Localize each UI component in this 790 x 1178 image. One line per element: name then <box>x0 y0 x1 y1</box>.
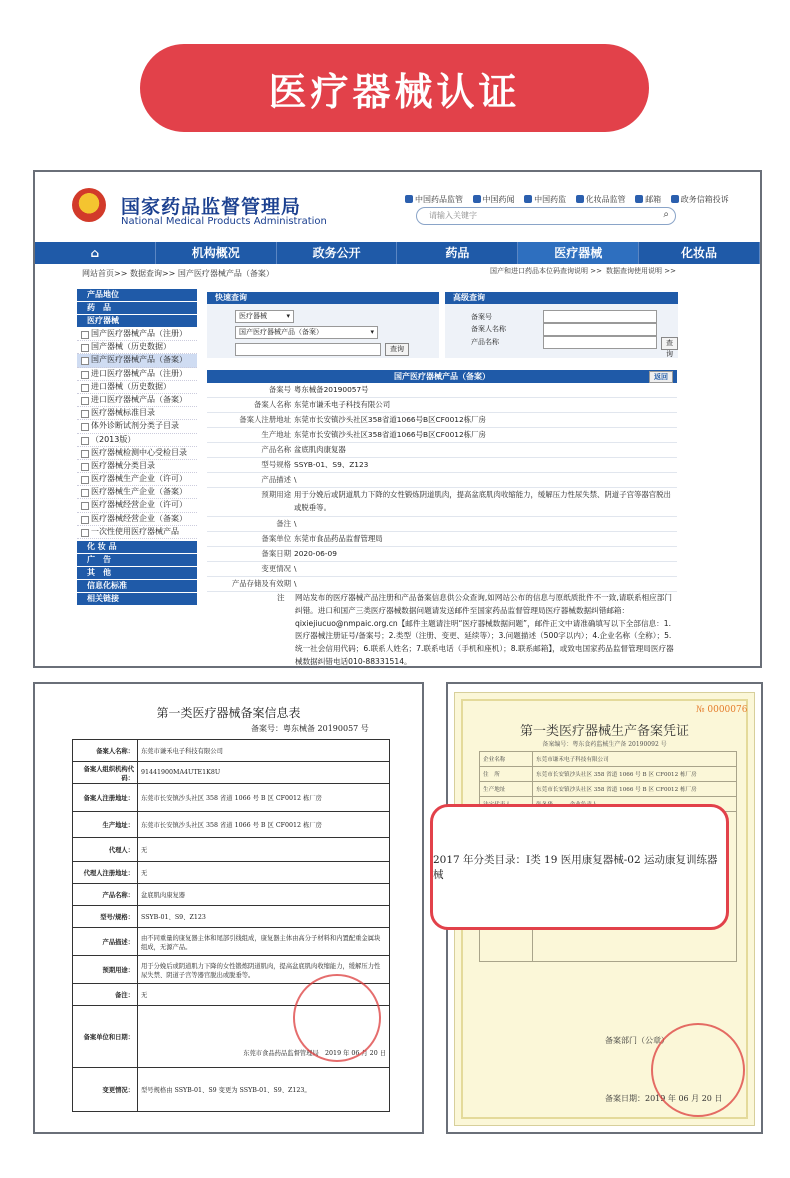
cell-value: 型号规格由 SSYB-01、S9 变更为 SSYB-01、S9、Z123。 <box>138 1068 390 1112</box>
sidebar-section[interactable]: 化 妆 品 <box>77 541 197 553</box>
row-value: \ <box>294 519 297 528</box>
cell-key: 变更情况： <box>73 1068 138 1112</box>
filing-info-sheet <box>33 682 424 1134</box>
detail-row <box>207 547 677 562</box>
national-emblem-icon <box>72 188 106 222</box>
top-links <box>405 194 736 205</box>
cell-value: 盆底肌肉康复器 <box>138 884 390 906</box>
database-select[interactable]: 国产医疗器械产品（备案） ▾ <box>235 326 378 339</box>
cell-value: 无 <box>138 862 390 884</box>
cell-key: 生产地址 <box>480 782 533 797</box>
keyword-input[interactable] <box>235 343 381 356</box>
record-number-input[interactable] <box>543 310 657 323</box>
cell-value: 由不同重量的康复器主体和尾部引线组成，康复器主体由高分子材料和内置配重金属块组成，无源产品。 <box>138 928 390 956</box>
row-value: 2020-06-09 <box>294 549 337 558</box>
main-nav <box>35 242 760 264</box>
detail-row <box>207 458 677 473</box>
filing-date: 备案日期：2019 年 06 月 20 日 <box>605 1094 723 1103</box>
row-key: 备案号 <box>268 385 291 394</box>
mobile-icon <box>524 195 532 203</box>
row-value: 东莞市长安镇沙头社区358省道1066号B区CF0012栋厂房 <box>294 430 486 439</box>
sidebar-item[interactable]: 体外诊断试剂分类子目录 <box>77 420 197 433</box>
row-value: \ <box>294 564 297 573</box>
toplink[interactable]: 邮箱 <box>635 195 661 204</box>
product-detail <box>207 370 677 666</box>
sidebar-section[interactable]: 相关链接 <box>77 593 197 605</box>
left-sidebar <box>77 289 197 606</box>
detail-title: 国产医疗器械产品（备案） <box>394 372 490 381</box>
toplink[interactable]: 政务信箱投诉 <box>671 195 729 204</box>
official-seal-icon <box>293 974 381 1062</box>
detail-header <box>207 370 677 383</box>
cell-value: 东莞市长安镇沙头社区 358 省道 1066 号 B 区 CF0012 栋厂房 <box>533 767 737 782</box>
row-key: 产品描述 <box>261 475 291 484</box>
sidebar-section[interactable]: 产品地位 <box>77 289 197 301</box>
back-button[interactable]: 返回 <box>649 371 673 383</box>
cell-value: 用于分娩后或阴道肌力下降的女性锻炼阴道肌肉，提高盆底肌肉收缩能力，缓解压力性尿失禁、阴道子宫等器官脱出或脱垂等。 <box>138 956 390 984</box>
nav-item[interactable]: 政务公开 <box>277 242 398 264</box>
advanced-search-button[interactable]: 查询 <box>661 337 678 350</box>
table-row <box>73 1068 390 1112</box>
mailbox-icon <box>671 195 679 203</box>
filing-department: 备案部门（公章） <box>605 1036 669 1045</box>
cell-key: 备案单位和日期： <box>73 1006 138 1068</box>
cell-key: 代理人： <box>73 838 138 862</box>
sidebar-item[interactable]: 进口医疗器械产品（备案） <box>77 394 197 407</box>
detail-row <box>207 398 677 413</box>
mobile-icon <box>576 195 584 203</box>
row-value: 东莞市长安镇沙头社区358省道1066号B区CF0012栋厂房 <box>294 415 486 424</box>
row-key: 产品存储及有效期 <box>231 579 291 588</box>
cell-key: 型号/规格： <box>73 906 138 928</box>
row-value: 东莞市谦禾电子科技有限公司 <box>294 400 391 409</box>
table-row <box>73 906 390 928</box>
note-body: 网站发布的医疗器械产品注册和产品备案信息供公众查询,如网站公布的信息与原纸质批件不一致,请联系相应部门纠错。进口和国产三类医疗器械数据问题请发送邮件至国家药品监督管理局医疗器械数据纠错邮箱：qixiejiucuo@nmpaic.org.cn【邮件主题请注明“医疗器械数据问题”，邮件正文中请准确填写以下全部信息：1.医疗器械注册证号/备案号；2.类型（注册、变更、延续等）；3.问题描述（500字以内）；4.企业名称（全称）；5.统一社会信用代码；6.联系人姓名；7.联系电话（手机和座机）；8.联系邮箱】，或致电国家药品监督管理局医疗器械数据纠错电话010-88331514。 <box>295 593 674 666</box>
cell-key: 备案人名称： <box>73 740 138 762</box>
sidebar-item[interactable]: 进口器械（历史数据） <box>77 381 197 394</box>
cell-value: SSYB-01、S9、Z123 <box>138 906 390 928</box>
doc-number: 备案号：粤东械备 20190057 号 <box>251 724 369 733</box>
category-select[interactable]: 医疗器械 ▾ <box>235 310 294 323</box>
nav-item[interactable]: 机构概况 <box>156 242 277 264</box>
detail-row <box>207 577 677 592</box>
certificate-title: 第一类医疗器械生产备案凭证 <box>519 724 689 739</box>
sidebar-item[interactable]: 国产器械（历史数据） <box>77 341 197 354</box>
row-value: \ <box>294 579 297 588</box>
field-label: 备案人名称 <box>471 325 506 333</box>
sidebar-item[interactable]: 医疗器械检测中心受检目录 <box>77 447 197 460</box>
nav-item-active[interactable]: 医疗器械 <box>518 242 639 264</box>
cell-value: 东莞市长安镇沙头社区 358 省道 1066 号 B 区 CF0012 栋厂房 <box>138 812 390 838</box>
cell-value: 无 <box>138 838 390 862</box>
breadcrumb[interactable]: 网站首页>> 数据查询>> 国产医疗器械产品（备案） <box>82 269 274 278</box>
sidebar-item-active[interactable]: 国产医疗器械产品（备案） <box>77 354 197 367</box>
table-row <box>73 928 390 956</box>
toplink[interactable]: 中国药监 <box>524 195 566 204</box>
sidebar-item[interactable]: 医疗器械生产企业（备案） <box>77 486 197 499</box>
sidebar-item[interactable]: 医疗器械生产企业（许可） <box>77 473 197 486</box>
row-value: 东莞市食品药品监督管理局 <box>294 534 383 543</box>
cell-value: 东莞市长安镇沙头社区 358 省道 1066 号 B 区 CF0012 栋厂房 <box>138 784 390 812</box>
cell-key: 产品描述： <box>73 928 138 956</box>
note-key: 注 <box>277 593 285 602</box>
sidebar-section[interactable]: 其 他 <box>77 567 197 579</box>
notice-link[interactable]: 国产和进口药品本位码查询说明 >> <box>490 267 602 275</box>
cell-value: 东莞市谦禾电子科技有限公司 <box>533 752 737 767</box>
site-header <box>35 172 760 242</box>
site-title: 国家药品监督管理局 <box>121 196 302 218</box>
table-row <box>73 862 390 884</box>
cell-key: 生产地址： <box>73 812 138 838</box>
row-value: SSYB-01、S9、Z123 <box>294 460 369 469</box>
sidebar-item[interactable]: 医疗器械分类目录 <box>77 460 197 473</box>
table-row <box>480 782 737 797</box>
cell-key: 产品名称： <box>73 884 138 906</box>
table-row <box>480 752 737 767</box>
detail-row <box>207 443 677 458</box>
sidebar-section[interactable]: 医疗器械 <box>77 315 197 327</box>
table-row <box>73 884 390 906</box>
row-value: 盆底肌肉康复器 <box>294 445 346 454</box>
toplink[interactable]: 中国药品监管 <box>405 195 463 204</box>
detail-row <box>207 517 677 532</box>
weibo-icon <box>405 195 413 203</box>
row-key: 备注 <box>276 519 291 528</box>
row-key: 生产地址 <box>261 430 291 439</box>
sidebar-item-continued[interactable]: （2013版） <box>77 434 197 447</box>
row-value: 粤东械备20190057号 <box>294 385 369 394</box>
cell-key: 备注： <box>73 984 138 1006</box>
field-label: 备案号 <box>471 313 492 321</box>
serial-number: № 0000076 <box>696 705 748 715</box>
field-label: 产品名称 <box>471 338 499 346</box>
quick-search-button[interactable]: 查询 <box>385 343 409 356</box>
row-value: \ <box>294 475 297 484</box>
cell-value: 东莞市谦禾电子科技有限公司 <box>138 740 390 762</box>
row-key: 备案人名称 <box>254 400 291 409</box>
table-row <box>480 767 737 782</box>
nav-home-icon[interactable]: ⌂ <box>35 242 156 264</box>
notice-text <box>207 592 677 666</box>
search-input[interactable] <box>416 207 676 225</box>
detail-row <box>207 532 677 547</box>
mail-icon <box>635 195 643 203</box>
sidebar-item[interactable]: 医疗器械标准目录 <box>77 407 197 420</box>
cell-value: 东莞市食品药品监督管理局 2019 年 06 月 20 日 <box>138 1006 390 1068</box>
sidebar-section[interactable]: 广 告 <box>77 554 197 566</box>
cell-value: 东莞市长安镇沙头社区 358 省道 1066 号 B 区 CF0012 栋厂房 <box>533 782 737 797</box>
cell-value: 91441900MA4UTE1K8U <box>138 762 390 784</box>
sidebar-section[interactable]: 药 品 <box>77 302 197 314</box>
row-key: 型号规格 <box>261 460 291 469</box>
sidebar-item[interactable]: 医疗器械经营企业（备案） <box>77 513 197 526</box>
breadcrumb-bar <box>35 264 760 282</box>
toplink[interactable]: 中国药闻 <box>473 195 515 204</box>
product-name-input[interactable] <box>543 336 657 349</box>
row-key: 变更情况 <box>261 564 291 573</box>
search-icon[interactable]: ⌕ <box>663 209 669 220</box>
sidebar-section[interactable]: 信息化标准 <box>77 580 197 592</box>
advanced-search-panel <box>445 292 678 358</box>
site-subtitle: National Medical Products Administration <box>121 216 327 227</box>
classification-callout: 2017 年分类目录：Ⅰ类 19 医用康复器械-02 运动康复训练器械 <box>430 804 729 930</box>
detail-row <box>207 428 677 443</box>
row-key: 预期用途 <box>261 490 291 499</box>
row-key: 备案日期 <box>261 549 291 558</box>
notice-link[interactable]: 数据查询使用说明 >> <box>606 267 676 275</box>
quick-search-panel <box>207 292 439 358</box>
detail-row <box>207 488 677 517</box>
table-row <box>73 740 390 762</box>
nmpa-website-screenshot <box>33 170 762 668</box>
toplink[interactable]: 化妆品监管 <box>576 195 626 204</box>
panel-title: 快速查询 <box>207 292 439 304</box>
wechat-icon <box>473 195 481 203</box>
sidebar-item[interactable]: 进口医疗器械产品（注册） <box>77 368 197 381</box>
table-row <box>73 762 390 784</box>
detail-row <box>207 413 677 428</box>
sidebar-item[interactable]: 国产医疗器械产品（注册） <box>77 328 197 341</box>
panel-title: 高级查询 <box>445 292 678 304</box>
applicant-name-input[interactable] <box>543 323 657 336</box>
cell-key: 企业名称 <box>480 752 533 767</box>
table-row <box>73 784 390 812</box>
row-value: 用于分娩后或阴道肌力下降的女性锻炼阴道肌肉，提高盆底肌肉收缩能力，缓解压力性尿失禁、阴道子宫等器官脱出或脱垂等。 <box>294 490 671 512</box>
cell-value: 无 <box>138 984 390 1006</box>
cell-key: 代理人注册地址： <box>73 862 138 884</box>
detail-row <box>207 473 677 488</box>
table-row <box>73 838 390 862</box>
row-key: 产品名称 <box>261 445 291 454</box>
detail-row <box>207 383 677 398</box>
certificate-number: 备案编号：粤东食药监械生产备 20190092 号 <box>542 741 667 748</box>
official-seal-icon <box>651 1023 745 1117</box>
row-key: 备案单位 <box>261 534 291 543</box>
cell-key: 备案人组织机构代码： <box>73 762 138 784</box>
nav-item[interactable]: 药品 <box>397 242 518 264</box>
doc-title: 第一类医疗器械备案信息表 <box>156 706 301 720</box>
sidebar-item[interactable]: 一次性使用医疗器械产品 <box>77 526 197 539</box>
cell-key: 预期用途： <box>73 956 138 984</box>
nav-item[interactable]: 化妆品 <box>639 242 760 264</box>
page-title: 医疗器械认证 <box>140 44 649 132</box>
table-row <box>73 812 390 838</box>
cell-key: 备案人注册地址： <box>73 784 138 812</box>
row-key: 备案人注册地址 <box>239 415 291 424</box>
sidebar-item[interactable]: 医疗器械经营企业（许可） <box>77 499 197 512</box>
detail-row <box>207 562 677 577</box>
cell-key: 住 所 <box>480 767 533 782</box>
search-placeholder: 请输入关键字 <box>429 211 477 220</box>
